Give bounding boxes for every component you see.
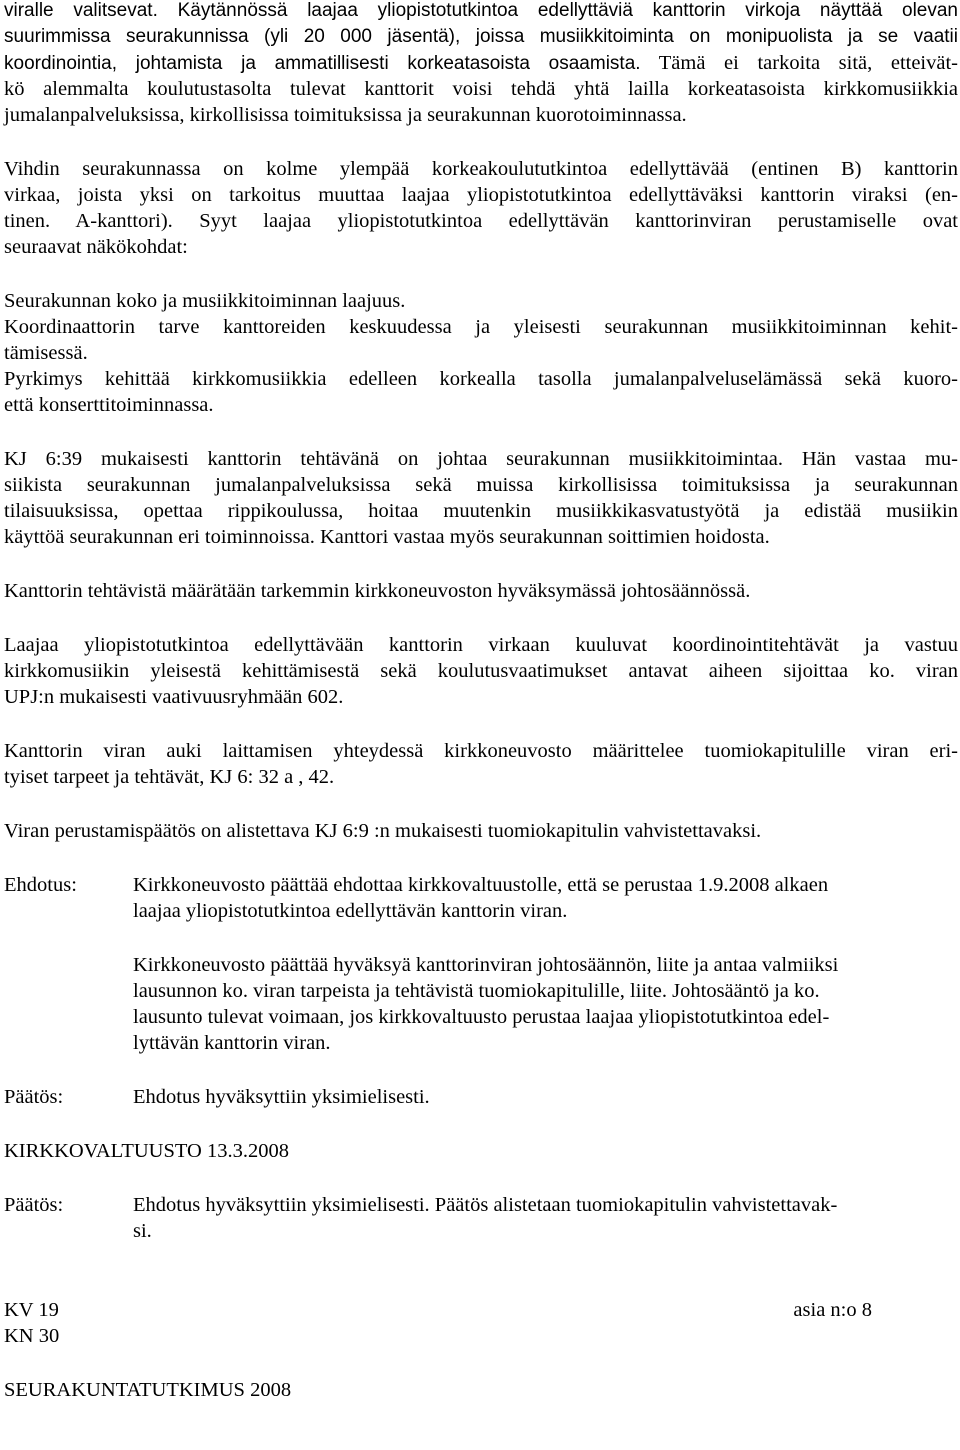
paragraph-1-line-2: suurimmissa seurakunnissa (yli 20 000 jäsentä), joissa musiikkitoiminta on monipuolista ja se vaatii (4, 26, 958, 47)
paatos-1-text: Ehdotus hyväksyttiin yksimielisesti. (133, 1086, 430, 1108)
paatos-2-line-1: Ehdotus hyväksyttiin yksimielisesti. Päätös alistetaan tuomiokapitulin vahvistettavak- (133, 1194, 838, 1216)
paragraph-1-line-3-serif: Tämä ei tarkoita sitä, etteivät- (640, 52, 958, 74)
paatos-2-line-2: si. (133, 1220, 152, 1242)
reason-2-line-1: Koordinaattorin tarve kanttoreiden keskuudessa ja yleisesti seurakunnan musiikkitoiminnan kehit- (4, 316, 958, 338)
paragraph-2-line-1: Vihdin seurakunnassa on kolme ylempää korkeakoulututkintoa edellyttävää (entinen B) kanttorin (4, 158, 958, 180)
paatos-1-label: Päätös: (4, 1086, 64, 1108)
footer-asia: asia n:o 8 (793, 1299, 872, 1321)
reason-2-line-2: tämisessä. (4, 342, 88, 364)
paragraph-1-line-3 (4, 50, 958, 77)
ehdotus-label: Ehdotus: (4, 874, 77, 896)
paragraph-4: Kanttorin tehtävistä määrätään tarkemmin kirkkoneuvoston hyväksymässä johtosäännössä. (4, 580, 751, 602)
paragraph-3-line-2: siikista seurakunnan jumalanpalveluksissa sekä muissa kirkollisissa toimituksissa ja seurakunnan (4, 474, 958, 496)
paatos-2-label: Päätös: (4, 1194, 64, 1216)
paragraph-6-line-2: tyiset tarpeet ja tehtävät, KJ 6: 32 a , 42. (4, 766, 335, 788)
paragraph-5-line-2: kirkkomusiikin yleisestä kehittämisestä sekä koulutusvaatimukset antavat aiheen sijoittaa ko. viran (4, 660, 958, 682)
paragraph-2-line-2: virkaa, joista yksi on tarkoitus muuttaa laajaa yliopistotutkintoa edellyttäväksi kanttorin viraksi (en- (4, 184, 958, 206)
footer-kv: KV 19 (4, 1299, 59, 1321)
footer-kn: KN 30 (4, 1325, 60, 1347)
reason-3-line-1: Pyrkimys kehittää kirkkomusiikkia edelleen korkealla tasolla jumalanpalveluselämässä sekä kuoro- (4, 368, 958, 390)
paragraph-1-line-4: kö alemmalta koulutustasolta tulevat kanttorit voisi tehdä yhtä lailla korkeatasoista kirkkomusiikkia (4, 78, 958, 100)
ehdotus-b-line-3: lausunto tulevat voimaan, jos kirkkovaltuusto perustaa laajaa yliopistotutkintoa edel- (133, 1006, 830, 1028)
paragraph-7: Viran perustamispäätös on alistettava KJ 6:9 :n mukaisesti tuomiokapitulin vahvistettavaksi. (4, 820, 762, 842)
paragraph-1-line-5: jumalanpalveluksissa, kirkollisissa toimituksissa ja seurakunnan kuorotoiminnassa. (4, 104, 687, 126)
ehdotus-b-line-4: lyttävän kanttorin viran. (133, 1032, 331, 1054)
ehdotus-a-line-1: Kirkkoneuvosto päättää ehdottaa kirkkovaltuustolle, että se perustaa 1.9.2008 alkaen (133, 874, 829, 896)
paragraph-2-line-3: tinen. A-kanttori). Syyt laajaa yliopistotutkintoa edellyttävän kanttorinviran perustamiselle ovat (4, 210, 958, 232)
reason-1: Seurakunnan koko ja musiikkitoiminnan laajuus. (4, 290, 406, 312)
paragraph-3-line-1: KJ 6:39 mukaisesti kanttorin tehtävänä on johtaa seurakunnan musiikkitoimintaa. Hän vastaa mu- (4, 448, 958, 470)
paragraph-6-line-1: Kanttorin viran auki laittamisen yhteydessä kirkkoneuvosto määrittelee tuomiokapitulille viran eri- (4, 740, 958, 762)
paragraph-1-line-1: viralle valitsevat. Käytännössä laajaa yliopistotutkintoa edellyttäviä kanttorin virkoja näyttää olevan (4, 0, 958, 21)
paragraph-5-line-3: UPJ:n mukaisesti vaativuusryhmään 602. (4, 686, 344, 708)
reason-3-line-2: että konserttitoiminnassa. (4, 394, 214, 416)
kirkkovaltuusto-heading: KIRKKOVALTUUSTO 13.3.2008 (4, 1140, 289, 1162)
paragraph-1-line-3-sans: koordinointia, johtamista ja ammatillisesti korkeatasoista osaamista. (4, 53, 641, 74)
paragraph-3-line-4: käyttöä seurakunnan eri toiminnoissa. Kanttori vastaa myös seurakunnan soittimien hoidosta. (4, 526, 770, 548)
paragraph-2-line-4: seuraavat näkökohdat: (4, 236, 188, 258)
paragraph-3-line-3: tilaisuuksissa, opettaa rippikoulussa, hoitaa muutenkin musiikkikasvatustyötä ja edistää musiikin (4, 500, 958, 522)
paragraph-5-line-1: Laajaa yliopistotutkintoa edellyttävään kanttorin virkaan kuuluvat koordinointitehtävät ja vastuu (4, 634, 958, 656)
footer-title: SEURAKUNTATUTKIMUS 2008 (4, 1379, 292, 1401)
ehdotus-a-line-2: laajaa yliopistotutkintoa edellyttävän kanttorin viran. (133, 900, 568, 922)
ehdotus-b-line-2: lausunnon ko. viran tarpeista ja tehtävistä tuomiokapitulille, liite. Johtosääntö ja ko. (133, 980, 820, 1002)
ehdotus-b-line-1: Kirkkoneuvosto päättää hyväksyä kanttorinviran johtosäännön, liite ja antaa valmiiksi (133, 954, 839, 976)
